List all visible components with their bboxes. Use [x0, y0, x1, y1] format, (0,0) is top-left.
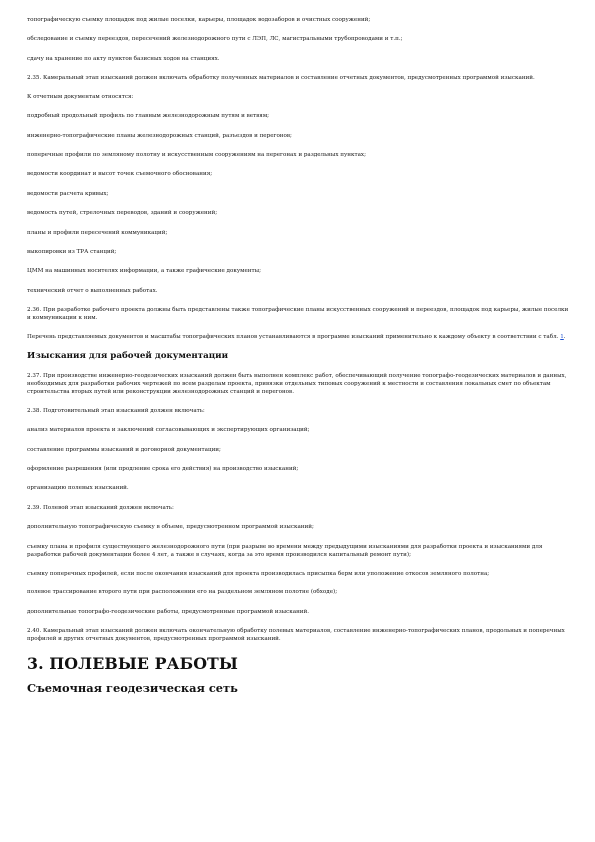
paragraph: обследование и съемку переездов, пересечений железнодорожного пути с ЛЭП, ЛС, магистральными трубопроводами и т.п.;	[27, 36, 403, 43]
paragraph: 2.40. Камеральный этап изысканий должен включать окончательную обработку полевых материалов, составление инженерно-топографических планов, продольных и поперечных профилей и других отчетных документов, предусмотренных программой изысканий.	[27, 628, 565, 643]
subheading-survey-network: Съемочная геодезическая сеть	[27, 680, 238, 695]
paragraph-text: Перечень представляемых документов и масштабы топографических планов устанавливаются в программе изысканий применительно к каждому объекту в соответствии с табл.	[27, 334, 561, 341]
paragraph: ведомости расчета кривых;	[27, 190, 109, 197]
paragraph: оформление разрешения (или продление срока его действия) на производство изысканий;	[27, 466, 299, 473]
paragraph: инженерно-топографические планы железнодорожных станций, разъездов и перегонов;	[27, 132, 292, 139]
paragraph: технический отчет о выполненных работах.	[27, 287, 158, 294]
paragraph: подробный продольный профиль по главным железнодорожным путям и ветвям;	[27, 113, 270, 120]
paragraph: 2.35. Камеральный этап изысканий должен включать обработку полученных материалов и составление отчетных документов, предусмотренных программой изысканий.	[27, 75, 535, 82]
paragraph: 2.39. Полевой этап изысканий должен включать:	[27, 504, 174, 511]
paragraph: выкопировки из ТРА станций;	[27, 249, 117, 255]
paragraph-with-table-reference	[27, 333, 572, 341]
paragraph: 2.38. Подготовительный этап изысканий должен включать:	[27, 407, 205, 414]
paragraph: организацию полевых изысканий.	[27, 485, 129, 492]
paragraph: полевое трассирование второго пути при расположении его на раздельном земляном полотне (обходе);	[27, 589, 338, 596]
paragraph: ведомости координат и высот точек съемочного обоснования;	[27, 171, 213, 178]
paragraph: сдачу на хранение по акту пунктов базисных ходов на станциях.	[27, 55, 220, 62]
paragraph-text: .	[563, 334, 566, 341]
paragraph: 2.37. При производстве инженерно-геодезических изысканий должен быть выполнен комплекс работ, обеспечивающий получение топографо-геодезических материалов и данных, необходимых для разработки рабочих чертежей по всем разделам проекта, привязки отдельных типовых сооружений к местности и составления локальных смет по объектам строительства вторых путей или реконструкции железнодорожных станций и перегонов.	[27, 372, 567, 396]
subheading-working-documentation: Изыскания для рабочей документации	[27, 350, 229, 361]
paragraph: топографическую съемку площадок под жилые поселки, карьеры, площадок водозаборов и очистных сооружений;	[27, 17, 371, 23]
paragraph: анализ материалов проекта и заключений согласовывающих и экспертирующих организаций;	[27, 427, 310, 434]
paragraph: К отчетным документам относятся:	[27, 93, 134, 100]
paragraph: составление программы изысканий и договорной документации;	[27, 446, 221, 453]
paragraph: планы и профили пересечений коммуникаций;	[27, 229, 168, 236]
paragraph: ведомость путей, стрелочных переводов, зданий и сооружений;	[27, 210, 218, 217]
paragraph: поперечные профили по земляному полотну и искусственным сооружениям на перегонах и раздельных пунктах;	[27, 152, 366, 159]
paragraph: ЦММ на машинных носителях информации, а также графические документы;	[27, 268, 261, 275]
paragraph: съемку поперечных профилей, если после окончания изысканий для проекта производилась присыпка берм или уположение откосов земляного полотна;	[27, 570, 490, 577]
paragraph: дополнительные топографо-геодезические работы, предусмотренные программой изысканий.	[27, 608, 310, 615]
document-page	[27, 16, 572, 695]
paragraph: 2.36. При разработке рабочего проекта должны быть представлены также топографические планы искусственных сооружений и переездов, площадок под карьеры, жилые поселки и коммуникации к ним.	[27, 307, 569, 322]
paragraph: съемку плана и профиля существующего железнодорожного пути (при разрыве во времени между предыдущими изысканиями для разработки проекта и изысканиями для разработки рабочей документации более 4 лет, а также в случаях, когда за это время производился капитальный ремонт пути);	[27, 543, 543, 558]
table-reference-link[interactable]: 1	[560, 334, 564, 341]
section-heading: 3. ПОЛЕВЫЕ РАБОТЫ	[27, 653, 238, 673]
paragraph: дополнительную топографическую съемку в объеме, предусмотренном программой изысканий;	[27, 524, 314, 531]
